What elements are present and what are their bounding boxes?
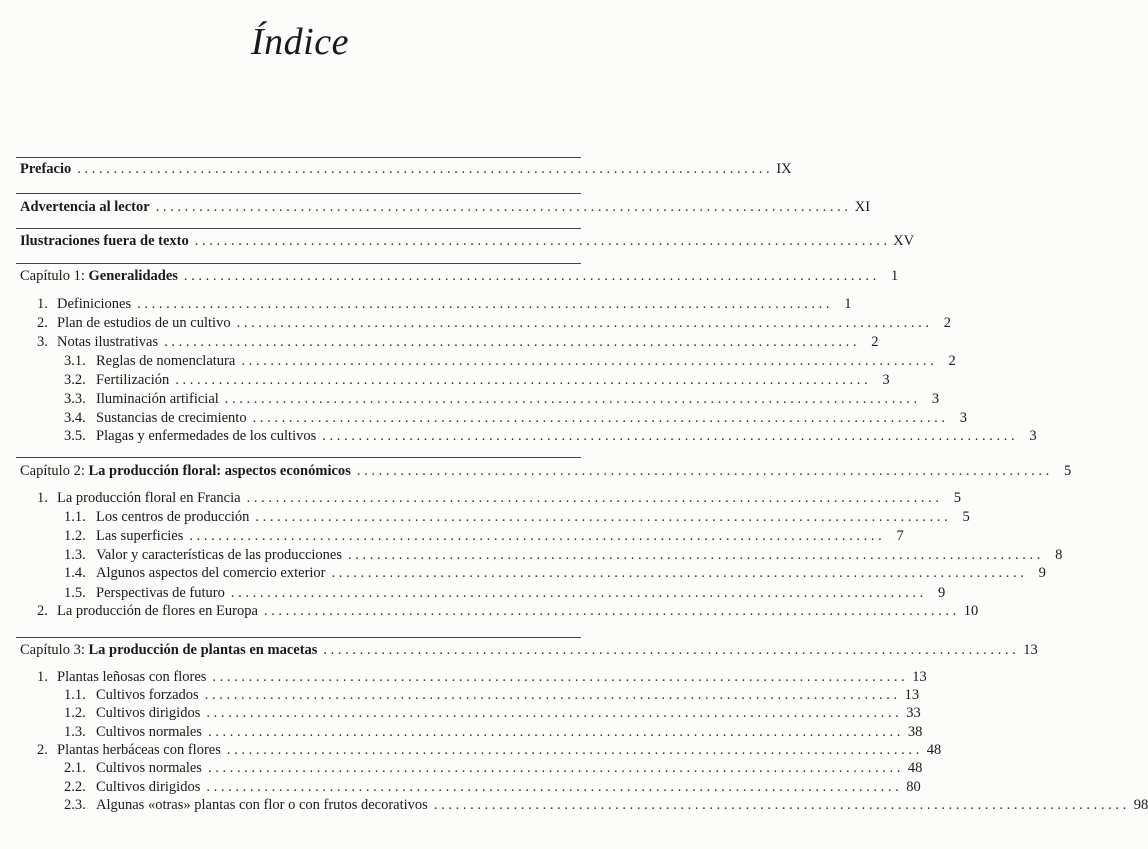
toc-entry-number: 2. (37, 315, 48, 331)
toc-entry-label (64, 528, 183, 545)
toc-entry-label (37, 490, 241, 507)
dot-leader (208, 724, 900, 741)
toc-entry-number: 3.1. (64, 353, 86, 369)
toc-entry-front[interactable] (20, 161, 792, 181)
toc-page-number: 13 (904, 687, 920, 703)
toc-entry-label (20, 463, 351, 480)
separator-rule (16, 228, 581, 229)
toc-entry-l1[interactable] (20, 315, 951, 335)
toc-entry-number: 3.3. (64, 391, 86, 407)
separator-rule (16, 457, 581, 458)
toc-entry-l2[interactable] (20, 372, 890, 392)
dot-leader (227, 742, 919, 759)
toc-entry-chapter[interactable] (20, 642, 1038, 662)
toc-entry-chapter[interactable] (20, 268, 899, 288)
toc-entry-text: Plagas y enfermedades de los cultivos (96, 428, 317, 444)
toc-page-number: 2 (871, 334, 879, 350)
toc-page-number: 3 (882, 372, 890, 388)
dot-leader (323, 642, 1015, 659)
dot-leader (348, 547, 1040, 564)
dot-leader (255, 509, 947, 526)
toc-entry-label (64, 428, 316, 445)
toc-entry-label (64, 410, 247, 427)
toc-page-number: XI (854, 199, 871, 215)
toc-entry-text: Perspectivas de futuro (96, 585, 225, 601)
toc-entry-text: Valor y características de las producciones (96, 547, 342, 563)
toc-entry-l2[interactable] (20, 428, 1037, 448)
toc-entry-l2[interactable] (20, 547, 1063, 567)
toc-entry-text: La producción floral: aspectos económicos (88, 463, 351, 479)
dot-leader (164, 334, 856, 351)
toc-page-number: 3 (931, 391, 940, 407)
toc-entry-label (64, 565, 326, 582)
toc-entry-label (37, 315, 231, 332)
toc-entry-number: 1.5. (64, 585, 86, 601)
toc-entry-label (37, 742, 221, 759)
toc-entry-l1[interactable] (20, 334, 879, 354)
dot-leader (225, 391, 917, 408)
toc-entry-text: Ilustraciones fuera de texto (20, 233, 189, 249)
toc-entry-text: Algunos aspectos del comercio exterior (96, 565, 326, 581)
toc-entry-text: Fertilización (96, 372, 170, 388)
toc-entry-number: 1.3. (64, 724, 86, 740)
toc-entry-text: Plantas herbáceas con flores (57, 742, 221, 758)
toc-entry-label (64, 353, 235, 370)
dot-leader (241, 353, 933, 370)
dot-leader (77, 161, 769, 178)
toc-entry-l2[interactable] (20, 509, 970, 529)
toc-entry-label (20, 642, 317, 659)
toc-entry-l2[interactable] (20, 724, 923, 744)
toc-entry-number: 2.1. (64, 760, 86, 776)
toc-entry-label (37, 334, 158, 351)
toc-entry-l2[interactable] (20, 760, 923, 780)
toc-entry-front[interactable] (20, 199, 871, 219)
toc-page-number: 9 (937, 585, 946, 601)
toc-page-number: 10 (963, 603, 979, 619)
toc-entry-l1[interactable] (20, 742, 942, 762)
separator-rule (16, 263, 581, 264)
toc-entry-label (20, 268, 178, 285)
dot-leader (175, 372, 867, 389)
dot-leader (156, 199, 848, 216)
toc-entry-label (64, 760, 202, 777)
toc-entry-number: 1.1. (64, 687, 86, 703)
toc-page-number: 5 (1063, 463, 1072, 479)
toc-entry-text: Plantas leñosas con flores (57, 669, 207, 685)
toc-entry-label (20, 233, 189, 250)
toc-entry-text: Cultivos forzados (96, 687, 199, 703)
page-title: Índice (251, 21, 349, 63)
dot-leader (231, 585, 923, 602)
toc-page-number: 98 (1133, 797, 1148, 813)
toc-entry-text: Los centros de producción (96, 509, 250, 525)
toc-page-number: 3 (959, 410, 967, 426)
toc-entry-front[interactable] (20, 233, 915, 253)
dot-leader (205, 687, 897, 704)
dot-leader (237, 315, 929, 332)
separator-rule (16, 157, 581, 158)
dot-leader (332, 565, 1024, 582)
toc-entry-text: Prefacio (20, 161, 72, 177)
toc-page-number: 13 (1023, 642, 1038, 658)
toc-entry-l1[interactable] (20, 490, 961, 510)
toc-page-number: 9 (1038, 565, 1046, 581)
toc-entry-text: Las superficies (96, 528, 184, 544)
toc-entry-text: Cultivos normales (96, 760, 202, 776)
toc-page-number: 33 (906, 705, 921, 721)
toc-entry-text: Cultivos dirigidos (96, 705, 201, 721)
toc-page-number: 2 (943, 315, 951, 331)
toc-entry-l2[interactable] (20, 705, 921, 725)
toc-entry-number: 2. (37, 603, 48, 619)
toc-page-number: 2 (948, 353, 956, 369)
toc-entry-number: 2.2. (64, 779, 86, 795)
toc-entry-text: Algunas «otras» plantas con flor o con frutos decorativos (96, 797, 428, 813)
toc-entry-label (64, 372, 169, 389)
toc-entry-number: 3.2. (64, 372, 86, 388)
chapter-prefix: Capítulo 1: (20, 268, 89, 284)
toc-page-number: 48 (926, 742, 942, 758)
dot-leader (184, 268, 876, 285)
toc-entry-l2[interactable] (20, 687, 920, 707)
toc-entry-l1[interactable] (20, 669, 927, 689)
toc-entry-l2[interactable] (20, 410, 967, 430)
toc-page-number: 5 (962, 509, 970, 525)
dot-leader (357, 463, 1049, 480)
toc-entry-label (37, 296, 131, 313)
toc-entry-l2[interactable] (20, 391, 940, 411)
toc-entry-label (20, 161, 71, 178)
toc-entry-number: 1. (37, 296, 48, 312)
chapter-prefix: Capítulo 3: (20, 642, 89, 658)
toc-entry-number: 1. (37, 669, 48, 685)
toc-entry-text: Sustancias de crecimiento (96, 410, 247, 426)
dot-leader (137, 296, 829, 313)
toc-entry-text: Definiciones (57, 296, 132, 312)
toc-entry-text: Iluminación artificial (96, 391, 219, 407)
toc-entry-l2[interactable] (20, 779, 921, 799)
dot-leader (189, 528, 881, 545)
toc-entry-label (37, 603, 258, 620)
toc-entry-text: La producción floral en Francia (57, 490, 241, 506)
toc-entry-text: Cultivos dirigidos (96, 779, 201, 795)
toc-entry-label (37, 669, 206, 686)
chapter-prefix: Capítulo 2: (20, 463, 89, 479)
toc-entry-number: 1.2. (64, 705, 86, 721)
toc-entry-text: Plan de estudios de un cultivo (57, 315, 231, 331)
toc-entry-label (64, 547, 342, 564)
toc-entry-label (64, 585, 225, 602)
toc-entry-number: 3.5. (64, 428, 86, 444)
separator-rule (16, 193, 581, 194)
toc-entry-label (64, 797, 428, 814)
toc-entry-chapter[interactable] (20, 463, 1072, 483)
toc-page-number: 8 (1055, 547, 1063, 563)
toc-page-number: 1 (891, 268, 899, 284)
toc-entry-l2[interactable] (20, 528, 904, 548)
toc-entry-label (64, 509, 249, 526)
toc-entry-l2[interactable] (20, 797, 1148, 817)
toc-page-number: 5 (953, 490, 961, 506)
toc-entry-l2[interactable] (20, 565, 1046, 585)
toc-entry-number: 3. (37, 334, 48, 350)
toc-entry-l2[interactable] (20, 353, 956, 373)
toc-entry-text: Advertencia al lector (20, 199, 150, 215)
dot-leader (208, 760, 900, 777)
toc-entry-label (64, 687, 199, 704)
toc-entry-number: 1.4. (64, 565, 86, 581)
toc-entry-label (64, 705, 200, 722)
dot-leader (247, 490, 939, 507)
separator-rule (16, 637, 581, 638)
toc-entry-number: 1.1. (64, 509, 86, 525)
toc-entry-number: 1.2. (64, 528, 86, 544)
toc-entry-number: 3.4. (64, 410, 86, 426)
toc-entry-number: 2. (37, 742, 48, 758)
toc-entry-l2[interactable] (20, 585, 946, 605)
toc-entry-label (64, 724, 202, 741)
dot-leader (322, 428, 1014, 445)
dot-leader (253, 410, 945, 427)
toc-entry-text: Reglas de nomenclatura (96, 353, 236, 369)
dot-leader (206, 779, 898, 796)
toc-page-number: 7 (896, 528, 904, 544)
toc-page-number: 48 (907, 760, 923, 776)
toc-page-number: IX (776, 161, 792, 177)
toc-entry-label (64, 779, 200, 796)
toc-entry-label (64, 391, 219, 408)
toc-page-number: 38 (907, 724, 923, 740)
toc-page-number: 3 (1029, 428, 1037, 444)
toc-entry-l1[interactable] (20, 603, 979, 623)
toc-entry-l1[interactable] (20, 296, 852, 316)
dot-leader (195, 233, 887, 250)
toc-entry-number: 2.3. (64, 797, 86, 813)
dot-leader (434, 797, 1126, 814)
toc-entry-text: Generalidades (88, 268, 178, 284)
toc-entry-text: Cultivos normales (96, 724, 202, 740)
toc-page-number: XV (893, 233, 915, 249)
toc-page-number: 80 (906, 779, 921, 795)
dot-leader (212, 669, 904, 686)
toc-entry-text: La producción de plantas en macetas (88, 642, 318, 658)
toc-entry-text: La producción de flores en Europa (57, 603, 258, 619)
dot-leader (206, 705, 898, 722)
toc-entry-number: 1. (37, 490, 48, 506)
toc-entry-number: 1.3. (64, 547, 86, 563)
toc-page-number: 13 (912, 669, 927, 685)
dot-leader (264, 603, 956, 620)
toc-page-number: 1 (844, 296, 852, 312)
toc-entry-label (20, 199, 150, 216)
toc-entry-text: Notas ilustrativas (57, 334, 159, 350)
